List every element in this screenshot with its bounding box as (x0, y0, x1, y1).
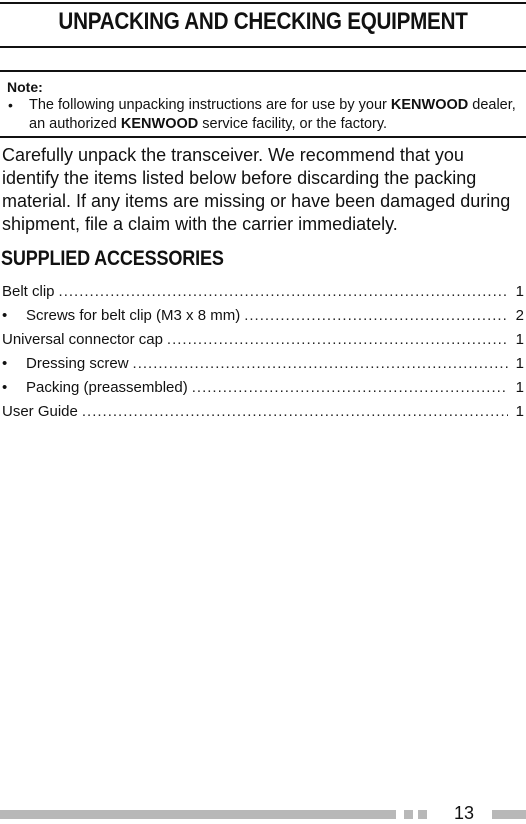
leader-dots (167, 328, 508, 352)
note-bullet: • (8, 97, 13, 113)
accessory-name: User Guide (2, 403, 78, 420)
footer-square (404, 810, 413, 819)
leader-dots (59, 280, 508, 304)
accessory-quantity: 1 (515, 283, 524, 300)
note-brand-2: KENWOOD (120, 116, 199, 132)
accessory-name: Dressing screw (26, 355, 129, 372)
leader-dots (133, 352, 508, 376)
header-bottom-rule (0, 46, 526, 48)
note-text-part1: The following unpacking instructions are for use by your (29, 97, 391, 113)
accessory-name: Universal connector cap (2, 331, 163, 348)
page-header (0, 0, 526, 49)
list-item (0, 328, 526, 352)
footer-square (418, 810, 427, 819)
page-title: UNPACKING AND CHECKING EQUIPMENT (58, 8, 468, 35)
leader-dots (192, 376, 508, 400)
note-box (0, 70, 526, 138)
accessory-name: Belt clip (2, 283, 55, 300)
accessory-quantity: 1 (515, 403, 524, 420)
accessory-quantity: 1 (515, 379, 524, 396)
note-top-rule (0, 70, 526, 72)
page-number: 13 (454, 803, 475, 823)
section-title: SUPPLIED ACCESSORIES (1, 247, 224, 270)
list-item (0, 280, 526, 304)
list-item (0, 304, 526, 328)
note-brand-1: KENWOOD (390, 97, 469, 113)
footer-bar (0, 810, 396, 819)
accessory-quantity: 1 (515, 355, 524, 372)
note-text (29, 96, 523, 134)
accessory-name: Screws for belt clip (M3 x 8 mm) (26, 307, 241, 324)
list-bullet: • (2, 307, 8, 324)
page-footer (0, 803, 526, 823)
accessory-name: Packing (preassembled) (26, 379, 188, 396)
leader-dots (82, 400, 508, 424)
note-text-part3: service facility, or the factory. (198, 116, 388, 132)
list-item (0, 376, 526, 400)
list-bullet: • (2, 379, 8, 396)
list-bullet: • (2, 355, 8, 372)
note-text-part2: dealer, an authorized (29, 97, 516, 132)
leader-dots (244, 304, 508, 328)
intro-paragraph: Carefully unpack the transceiver. We recommend that you identify the items listed below before discarding the packing material. If any items are missing or have been damaged during shipment, file a claim with the carrier immediately. (2, 145, 511, 234)
list-item (0, 400, 526, 424)
note-label: Note: (7, 79, 43, 95)
accessory-quantity: 2 (515, 307, 524, 324)
footer-bar-right (492, 810, 526, 819)
header-top-rule (0, 2, 526, 4)
list-item (0, 352, 526, 376)
note-bottom-rule (0, 136, 526, 138)
accessory-list (0, 280, 526, 424)
accessory-quantity: 1 (515, 331, 524, 348)
